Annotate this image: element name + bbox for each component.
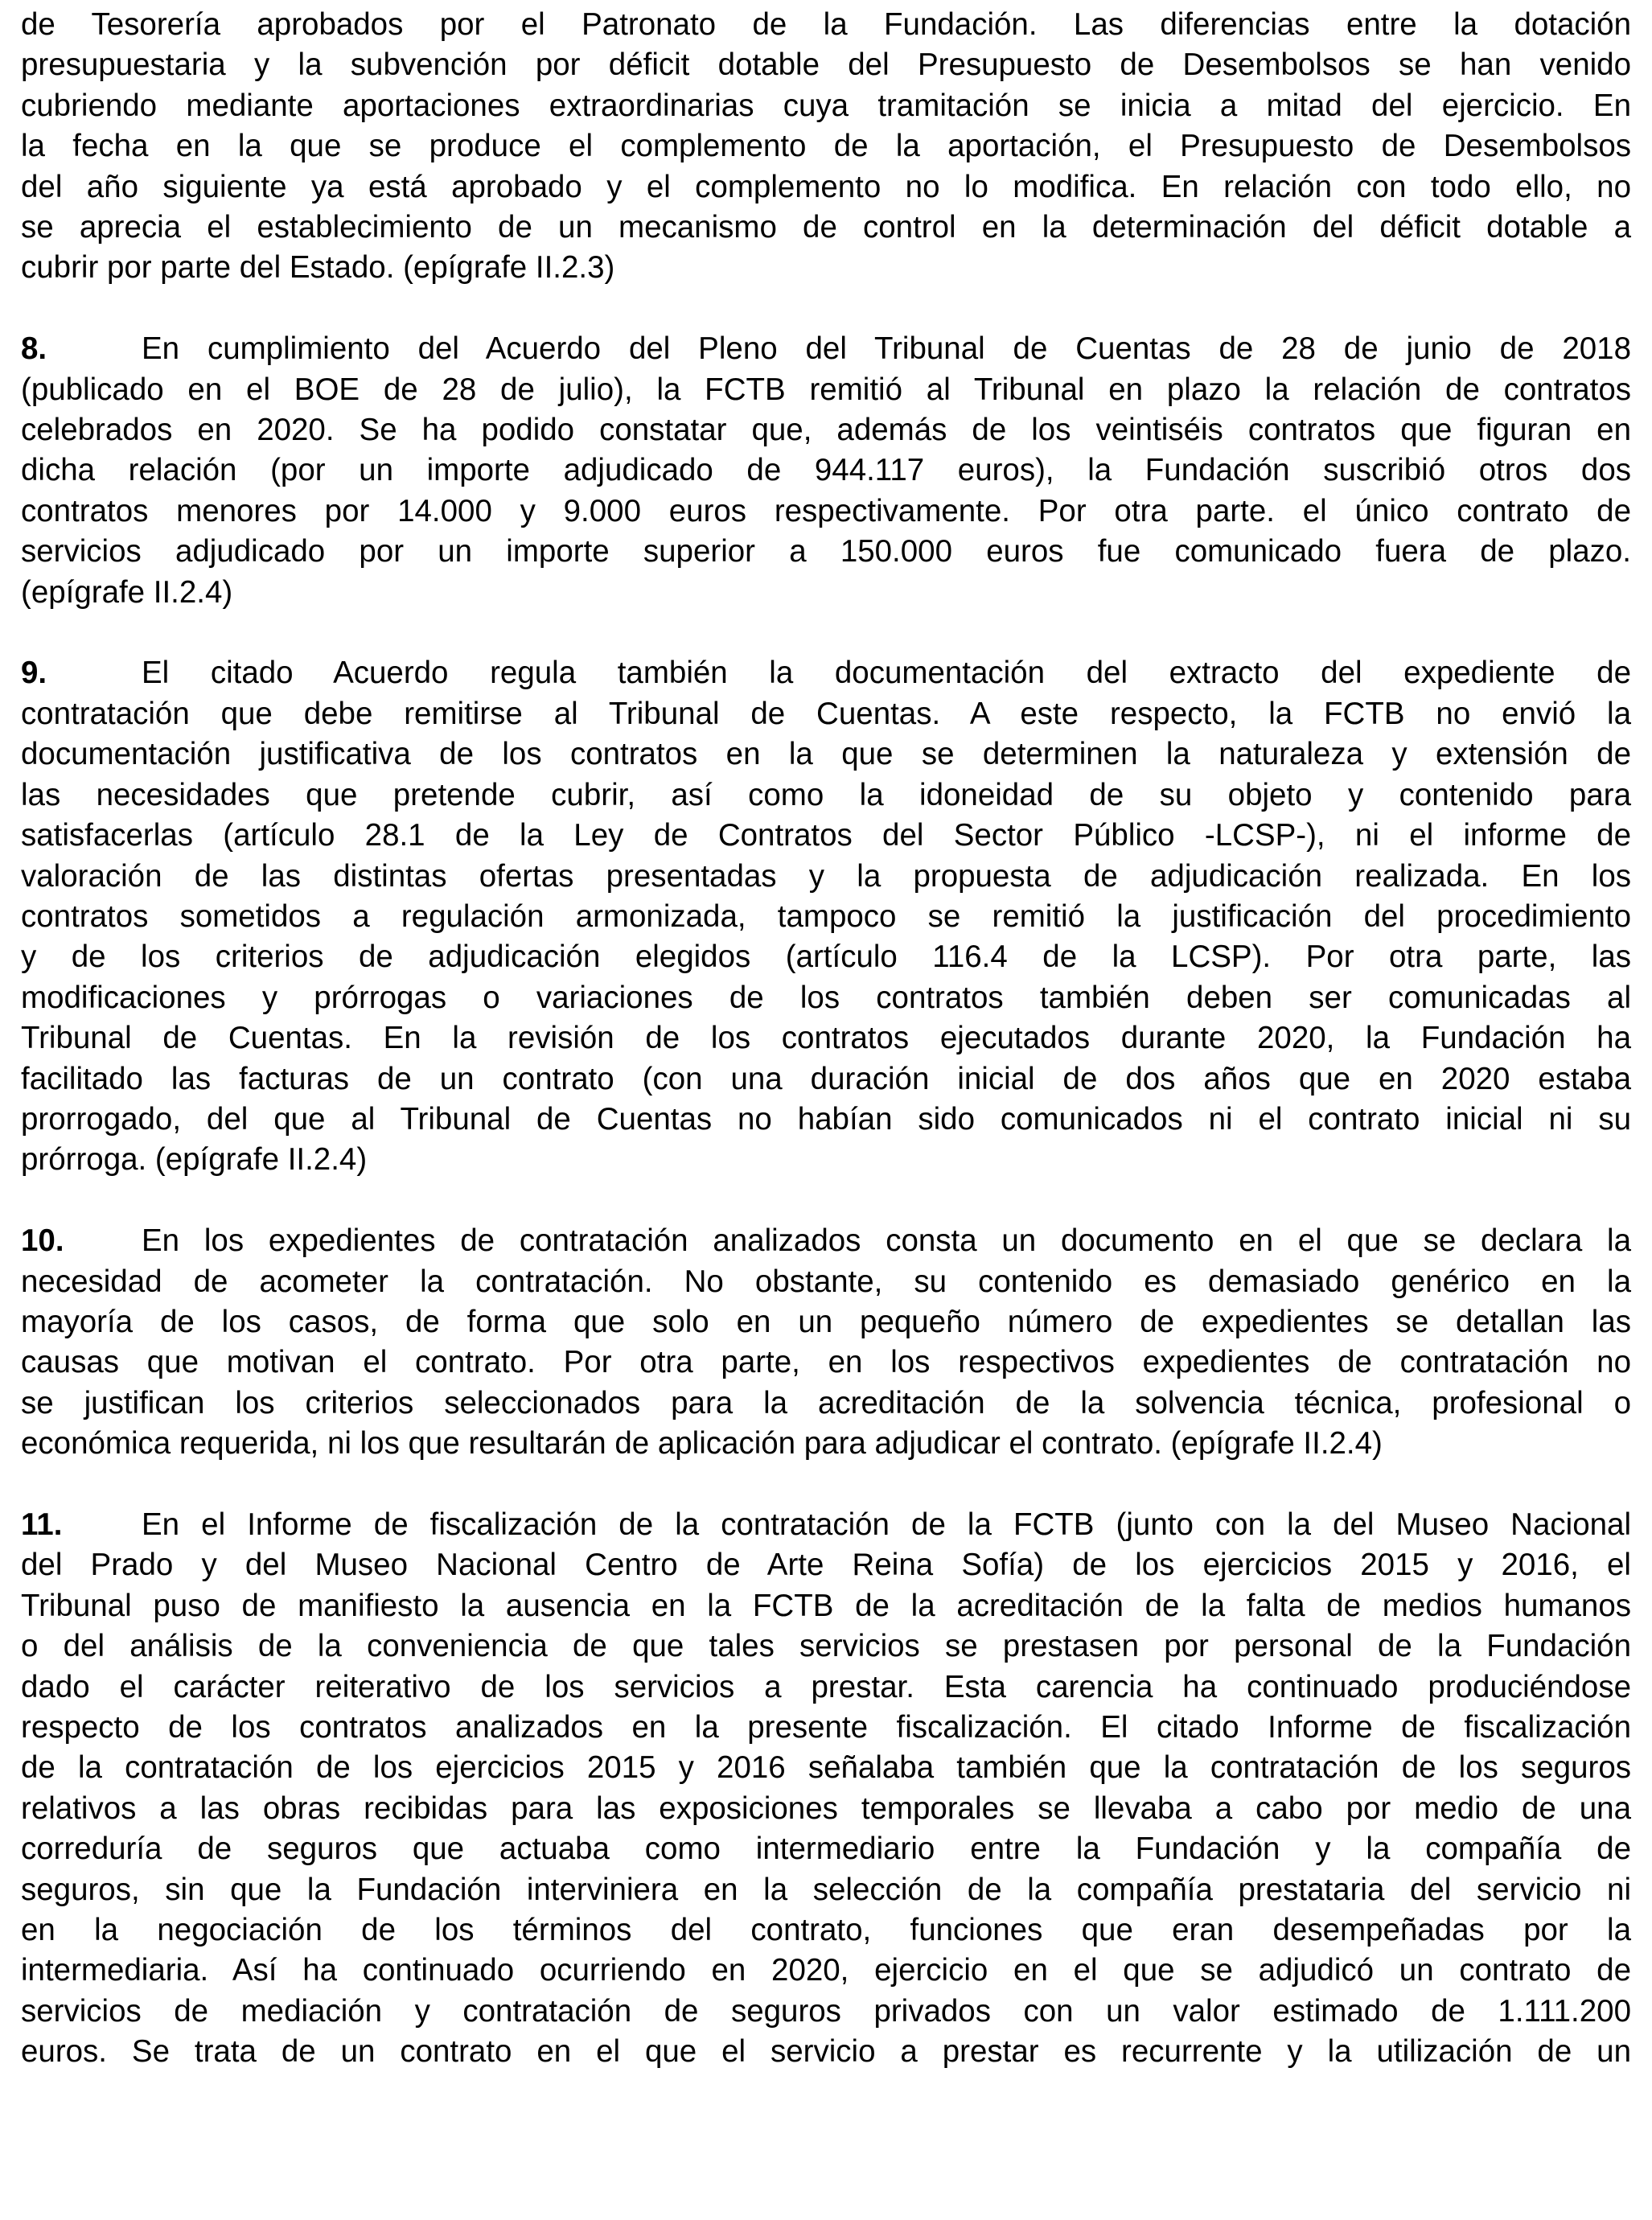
text-line [21,45,1631,85]
text-line [21,816,1631,856]
line-text: seguros, sin que la Fundación interviniera en la selección de la compañía prestataria del servicio ni [21,1872,1631,1907]
line-text: dado el carácter reiterativo de los servicios a prestar. Esta carencia ha continuado produciéndose [21,1669,1631,1704]
text-line [21,1870,1631,1910]
line-text: Tribunal puso de manifiesto la ausencia en la FCTB de la acreditación de la falta de medios humanos [21,1588,1631,1623]
text-line [21,410,1631,450]
text-line [21,1059,1631,1100]
line-text: cubriendo mediante aportaciones extraordinarias cuya tramitación se inicia a mitad del ejercicio. En [21,88,1631,123]
line-text: servicios de mediación y contratación de seguros privados con un valor estimado de 1.111.200 [21,1993,1631,2029]
text-line [21,694,1631,734]
line-text: de Tesorería aprobados por el Patronato de la Fundación. Las diferencias entre la dotación [21,7,1631,42]
line-text: El citado Acuerdo regula también la documentación del extracto del expediente de [142,656,1631,691]
numbered-paragraph [21,1505,1631,2073]
line-text: y de los criterios de adjudicación elegidos (artículo 116.4 de la LCSP). Por otra parte, las [21,939,1631,975]
text-line [21,86,1631,126]
text-line [21,1708,1631,1748]
text-line [21,1910,1631,1951]
text-line [21,857,1631,897]
line-text: necesidad de acometer la contratación. No obstante, su contenido es demasiado genérico en la [21,1264,1631,1299]
line-text: satisfacerlas (artículo 28.1 de la Ley de Contratos del Sector Público -LCSP-), ni el informe de [21,818,1631,853]
text-line [21,1018,1631,1059]
line-text: o del análisis de la conveniencia de que tales servicios se prestasen por personal de la Fundación [21,1629,1631,1664]
line-text: presupuestaria y la subvención por déficit dotable del Presupuesto de Desembolsos se han venido [21,47,1631,83]
text-line [21,329,1631,369]
line-text: servicios adjudicado por un importe superior a 150.000 euros fue comunicado fuera de plazo. [21,534,1631,569]
line-text: mayoría de los casos, de forma que solo en un pequeño número de expedientes se detallan las [21,1304,1631,1339]
text-line [21,1829,1631,1869]
line-text: (publicado en el BOE de 28 de julio), la FCTB remitió al Tribunal en plazo la relación de contratos [21,372,1631,407]
text-line [21,1342,1631,1383]
line-text: En los expedientes de contratación analizados consta un documento en el que se declara la [142,1223,1631,1259]
line-text: contratos menores por 14.000 y 9.000 euros respectivamente. Por otra parte. el único contrato de [21,493,1631,528]
line-text: documentación justificativa de los contratos en la que se determinen la naturaleza y extensión de [21,737,1631,772]
line-text: intermediaria. Así ha continuado ocurriendo en 2020, ejercicio en el que se adjudicó un contrato de [21,1953,1631,1988]
line-text: causas que motivan el contrato. Por otra parte, en los respectivos expedientes de contratación no [21,1345,1631,1380]
line-text: euros. Se trata de un contrato en el que el servicio a prestar es recurrente y la utilización de un [21,2034,1631,2070]
text-line [21,1626,1631,1667]
text-line [21,1100,1631,1140]
text-line [21,491,1631,532]
line-text: facilitado las facturas de un contrato (con una duración inicial de dos años que en 2020 estaba [21,1061,1631,1096]
line-text: del año siguiente ya está aprobado y el complemento no lo modifica. En relación con todo ello, no [21,169,1631,204]
line-text: dicha relación (por un importe adjudicado de 944.117 euros), la Fundación suscribió otros dos [21,453,1631,488]
text-line [21,734,1631,775]
text-line [21,978,1631,1018]
line-text: se aprecia el establecimiento de un mecanismo de control en la determinación del déficit dotable a [21,210,1631,245]
document-page [21,5,1631,2113]
text-line [21,208,1631,248]
line-text: En cumplimiento del Acuerdo del Pleno del Tribunal de Cuentas de 28 de junio de 2018 [142,331,1631,367]
text-line [21,1748,1631,1788]
line-text: (epígrafe II.2.4) [21,574,233,610]
text-line [21,897,1631,937]
line-text: correduría de seguros que actuaba como intermediario entre la Fundación y la compañía de [21,1832,1631,1867]
text-line [21,167,1631,208]
text-line [21,775,1631,816]
numbered-paragraph [21,329,1631,613]
line-text: relativos a las obras recibidas para las exposiciones temporales se llevaba a cabo por medio de una [21,1790,1631,1826]
text-line [21,1545,1631,1585]
paragraph-number: 9. [21,656,47,691]
numbered-paragraph [21,653,1631,1180]
text-line [21,5,1631,45]
text-line [21,450,1631,491]
numbered-paragraph [21,1221,1631,1464]
line-text: se justifican los criterios seleccionados para la acreditación de la solvencia técnica, profesional o [21,1385,1631,1420]
line-text: prorrogado, del que al Tribunal de Cuentas no habían sido comunicados ni el contrato inicial ni su [21,1101,1631,1137]
text-line [21,1221,1631,1261]
line-text: de la contratación de los ejercicios 2015 y 2016 señalaba también que la contratación de los seguros [21,1750,1631,1786]
line-text: En el Informe de fiscalización de la contratación de la FCTB (junto con la del Museo Nacional [142,1507,1631,1542]
text-line [21,248,1631,288]
text-line [21,1383,1631,1424]
line-text: Tribunal de Cuentas. En la revisión de los contratos ejecutados durante 2020, la Fundación ha [21,1021,1631,1056]
text-line [21,937,1631,977]
line-text: en la negociación de los términos del contrato, funciones que eran desempeñadas por la [21,1913,1631,1948]
line-text: la fecha en la que se produce el complemento de la aportación, el Presupuesto de Desembolsos [21,129,1631,164]
paragraph-number: 10. [21,1223,64,1259]
text-line [21,653,1631,693]
text-line [21,1992,1631,2032]
line-text: respecto de los contratos analizados en la presente fiscalización. El citado Informe de fiscalización [21,1710,1631,1745]
text-line [21,1586,1631,1626]
text-line [21,1262,1631,1302]
line-text: celebrados en 2020. Se ha podido constatar que, además de los veintiséis contratos que figuran en [21,413,1631,448]
text-line [21,1140,1631,1180]
line-text: valoración de las distintas ofertas presentadas y la propuesta de adjudicación realizada. En los [21,858,1631,894]
text-line [21,1951,1631,1991]
paragraph-number: 8. [21,331,47,367]
line-text: cubrir por parte del Estado. (epígrafe II.2.3) [21,250,615,286]
text-line [21,1505,1631,1545]
text-line [21,532,1631,572]
text-line [21,370,1631,410]
line-text: económica requerida, ni los que resultarán de aplicación para adjudicar el contrato. (epígrafe II.2.4) [21,1426,1383,1462]
text-line [21,1302,1631,1342]
line-text: contratos sometidos a regulación armonizada, tampoco se remitió la justificación del procedimiento [21,898,1631,934]
text-line [21,1789,1631,1829]
paragraph-number: 11. [21,1507,63,1542]
text-line [21,2032,1631,2072]
text-line [21,1424,1631,1464]
line-text: del Prado y del Museo Nacional Centro de Arte Reina Sofía) de los ejercicios 2015 y 2016, el [21,1548,1631,1583]
line-text: prórroga. (epígrafe II.2.4) [21,1142,368,1178]
paragraph [21,5,1631,289]
line-text: las necesidades que pretende cubrir, así como la idoneidad de su objeto y contenido para [21,777,1631,812]
text-line [21,1667,1631,1708]
line-text: modificaciones y prórrogas o variaciones de los contratos también deben ser comunicadas al [21,980,1631,1015]
line-text: contratación que debe remitirse al Tribunal de Cuentas. A este respecto, la FCTB no envió la [21,696,1631,731]
text-line [21,573,1631,613]
text-line [21,126,1631,166]
